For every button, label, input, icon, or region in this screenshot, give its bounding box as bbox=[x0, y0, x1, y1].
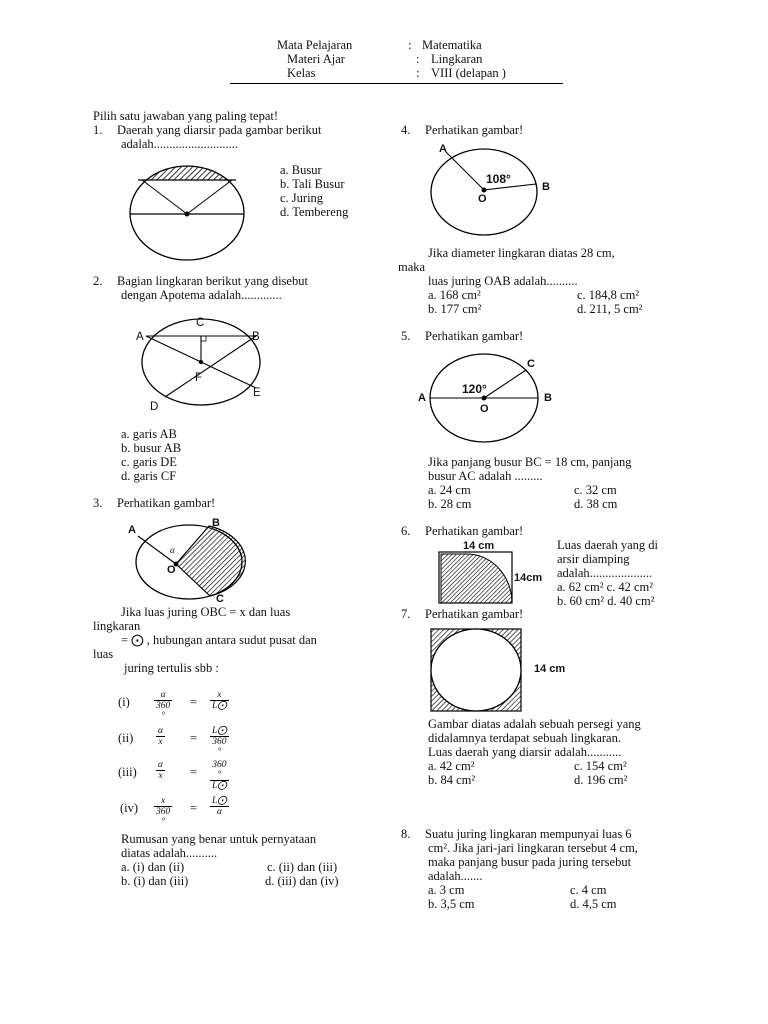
q7-text: Gambar diatas adalah sebuah persegi yang bbox=[428, 717, 641, 731]
q5-label-b: B bbox=[544, 392, 552, 404]
q3-text: lingkaran bbox=[93, 619, 141, 633]
header-label: Kelas bbox=[287, 66, 316, 80]
q4-label-b: B bbox=[542, 181, 550, 193]
q3-right-fraction: $\frac{L⨀}{\alpha}$ bbox=[212, 796, 227, 817]
q1-option-c: c. Juring bbox=[280, 191, 324, 205]
q3-text: Rumusan yang benar untuk pernyataan bbox=[121, 832, 317, 846]
q3-option-c: c. (ii) dan (iii) bbox=[267, 860, 338, 874]
q4-text: Jika diameter lingkaran diatas 28 cm, bbox=[428, 246, 615, 260]
q3-option-a: a. (i) dan (ii) bbox=[121, 860, 185, 874]
q7-text: didalamnya terdapat sebuah lingkaran. bbox=[428, 731, 621, 745]
q4-option-c: c. 184,8 cm² bbox=[577, 288, 640, 302]
header-value: VIII (delapan ) bbox=[431, 66, 506, 80]
header-value: Lingkaran bbox=[431, 52, 483, 66]
q3-left-fraction: $\frac{\alpha}{360 ^\circ}$ bbox=[156, 690, 171, 721]
q3-equals: = bbox=[190, 765, 198, 779]
q8-option-c: c. 4 cm bbox=[570, 883, 607, 897]
q8-option-b: b. 3,5 cm bbox=[428, 897, 475, 911]
q3-left-fraction: $\frac{\alpha}{x}$ bbox=[158, 726, 163, 747]
q5-label-a: A bbox=[418, 392, 426, 404]
q6-side-label: 14cm bbox=[514, 572, 543, 584]
q1-text: adalah........................... bbox=[121, 137, 238, 151]
q3-right-fraction: $\frac{x}{L⨀}$ bbox=[212, 690, 227, 711]
q2-label-b: B bbox=[252, 331, 260, 343]
q7-square-figure bbox=[430, 628, 522, 712]
q5-number: 5. bbox=[401, 329, 411, 343]
q4-number: 4. bbox=[401, 123, 411, 137]
q8-text: Suatu juring lingkaran mempunyai luas 6 bbox=[425, 827, 632, 841]
q4-label-o: O bbox=[478, 193, 487, 205]
q3-option-b: b. (i) dan (iii) bbox=[121, 874, 189, 888]
q4-text: Perhatikan gambar! bbox=[425, 123, 524, 137]
q3-right-fraction: $\frac{360 ^\circ}{L⨀}$ bbox=[212, 760, 227, 791]
q1-option-a: a. Busur bbox=[280, 163, 322, 177]
q3-equals: = bbox=[190, 801, 198, 815]
q3-row-label: (i) bbox=[118, 695, 130, 709]
q3-text: Perhatikan gambar! bbox=[117, 496, 216, 510]
q7-option-d: d. 196 cm² bbox=[574, 773, 628, 787]
q7-option-c: c. 154 cm² bbox=[574, 759, 627, 773]
header-sep: : bbox=[408, 38, 412, 52]
q5-text: busur AC adalah ......... bbox=[428, 469, 543, 483]
q6-square-figure bbox=[438, 551, 514, 605]
q2-number: 2. bbox=[93, 274, 103, 288]
header-value: Matematika bbox=[422, 38, 482, 52]
q4-option-a: a. 168 cm² bbox=[428, 288, 481, 302]
q3-text: = ⨀ , hubungan antara sudut pusat dan bbox=[121, 633, 317, 647]
q4-circle-figure bbox=[428, 147, 548, 237]
q3-row-label: (iii) bbox=[118, 765, 137, 779]
q4-option-d: d. 211, 5 cm² bbox=[577, 302, 643, 316]
q8-option-a: a. 3 cm bbox=[428, 883, 465, 897]
q2-option-d: d. garis CF bbox=[121, 469, 177, 483]
header-sep: : bbox=[416, 66, 420, 80]
q3-option-d: d. (iii) dan (iv) bbox=[265, 874, 339, 888]
q3-circle-figure bbox=[134, 522, 244, 602]
q8-option-d: d. 4,5 cm bbox=[570, 897, 617, 911]
q3-label-o: O bbox=[167, 564, 176, 576]
q3-right-fraction: $\frac{L⨀}{360 ^\circ}$ bbox=[212, 726, 227, 757]
q2-option-a: a. garis AB bbox=[121, 427, 177, 441]
q8-text: cm². Jika jari-jari lingkaran tersebut 4 cm, bbox=[428, 841, 638, 855]
q2-text: Bagian lingkaran berikut yang disebut bbox=[117, 274, 308, 288]
q4-label-a: A bbox=[439, 143, 447, 155]
q5-text: Jika panjang busur BC = 18 cm, panjang bbox=[428, 455, 632, 469]
q6-desc: arsir diamping bbox=[557, 552, 630, 566]
q1-option-b: b. Tali Busur bbox=[280, 177, 345, 191]
q3-left-fraction: $\frac{\alpha}{x}$ bbox=[158, 760, 163, 781]
q6-top-label: 14 cm bbox=[463, 540, 495, 552]
q6-text: Perhatikan gambar! bbox=[425, 524, 524, 538]
q3-label-b: B bbox=[212, 517, 220, 529]
q4-angle-label: 108° bbox=[486, 172, 511, 186]
q7-text: Perhatikan gambar! bbox=[425, 607, 524, 621]
q5-option-d: d. 38 cm bbox=[574, 497, 618, 511]
q3-label-a: A bbox=[128, 524, 136, 536]
q8-number: 8. bbox=[401, 827, 411, 841]
q2-label-d: D bbox=[150, 401, 159, 413]
q4-option-b: b. 177 cm² bbox=[428, 302, 482, 316]
q7-side-label: 14 cm bbox=[534, 663, 566, 675]
q3-row-label: (iv) bbox=[120, 801, 139, 815]
q5-label-c: C bbox=[527, 358, 535, 370]
header-sep: : bbox=[416, 52, 420, 66]
header-rule bbox=[230, 83, 563, 84]
q6-options-bd: b. 60 cm² d. 40 cm² bbox=[557, 594, 655, 608]
q2-label-a: A bbox=[136, 331, 144, 343]
q3-text: diatas adalah.......... bbox=[121, 846, 218, 860]
q1-text: Daerah yang diarsir pada gambar berikut bbox=[117, 123, 322, 137]
q5-option-c: c. 32 cm bbox=[574, 483, 617, 497]
q3-row-label: (ii) bbox=[118, 731, 134, 745]
q7-option-a: a. 42 cm² bbox=[428, 759, 475, 773]
q3-equals: = bbox=[190, 695, 198, 709]
q4-text: maka bbox=[398, 260, 426, 274]
q1-circle-figure bbox=[128, 163, 248, 263]
q5-option-b: b. 28 cm bbox=[428, 497, 472, 511]
q7-number: 7. bbox=[401, 607, 411, 621]
q2-option-b: b. busur AB bbox=[121, 441, 182, 455]
q2-label-f: F bbox=[195, 372, 203, 384]
q5-option-a: a. 24 cm bbox=[428, 483, 471, 497]
q2-label-e: E bbox=[253, 387, 261, 399]
q2-option-c: c. garis DE bbox=[121, 455, 177, 469]
q8-text: adalah....... bbox=[428, 869, 483, 883]
q7-text: Luas daerah yang diarsir adalah........... bbox=[428, 745, 622, 759]
q5-text: Perhatikan gambar! bbox=[425, 329, 524, 343]
header-label: Mata Pelajaran bbox=[277, 38, 353, 52]
q6-number: 6. bbox=[401, 524, 411, 538]
q6-desc: adalah.................... bbox=[557, 566, 653, 580]
instruction: Pilih satu jawaban yang paling tepat! bbox=[93, 109, 279, 123]
q3-alpha: α bbox=[170, 545, 175, 555]
q7-option-b: b. 84 cm² bbox=[428, 773, 476, 787]
q1-option-d: d. Tembereng bbox=[280, 205, 349, 219]
q5-label-o: O bbox=[480, 403, 489, 415]
q2-label-c: C bbox=[196, 317, 205, 329]
q3-text: Jika luas juring OBC = x dan luas bbox=[121, 605, 291, 619]
q8-text: maka panjang busur pada juring tersebut bbox=[428, 855, 632, 869]
q3-left-fraction: $\frac{x}{360 ^\circ}$ bbox=[156, 796, 171, 827]
q3-label-c: C bbox=[216, 593, 224, 605]
q4-text: luas juring OAB adalah.......... bbox=[428, 274, 578, 288]
q5-angle-label: 120° bbox=[462, 382, 487, 396]
q3-text: juring tertulis sbb : bbox=[124, 661, 219, 675]
q3-number: 3. bbox=[93, 496, 103, 510]
q6-options-ac: a. 62 cm² c. 42 cm² bbox=[557, 580, 654, 594]
q3-equals: = bbox=[190, 731, 198, 745]
q3-text: luas bbox=[93, 647, 114, 661]
q1-number: 1. bbox=[93, 123, 103, 137]
q2-text: dengan Apotema adalah............. bbox=[121, 288, 282, 302]
header-label: Materi Ajar bbox=[287, 52, 345, 66]
q6-desc: Luas daerah yang di bbox=[557, 538, 659, 552]
